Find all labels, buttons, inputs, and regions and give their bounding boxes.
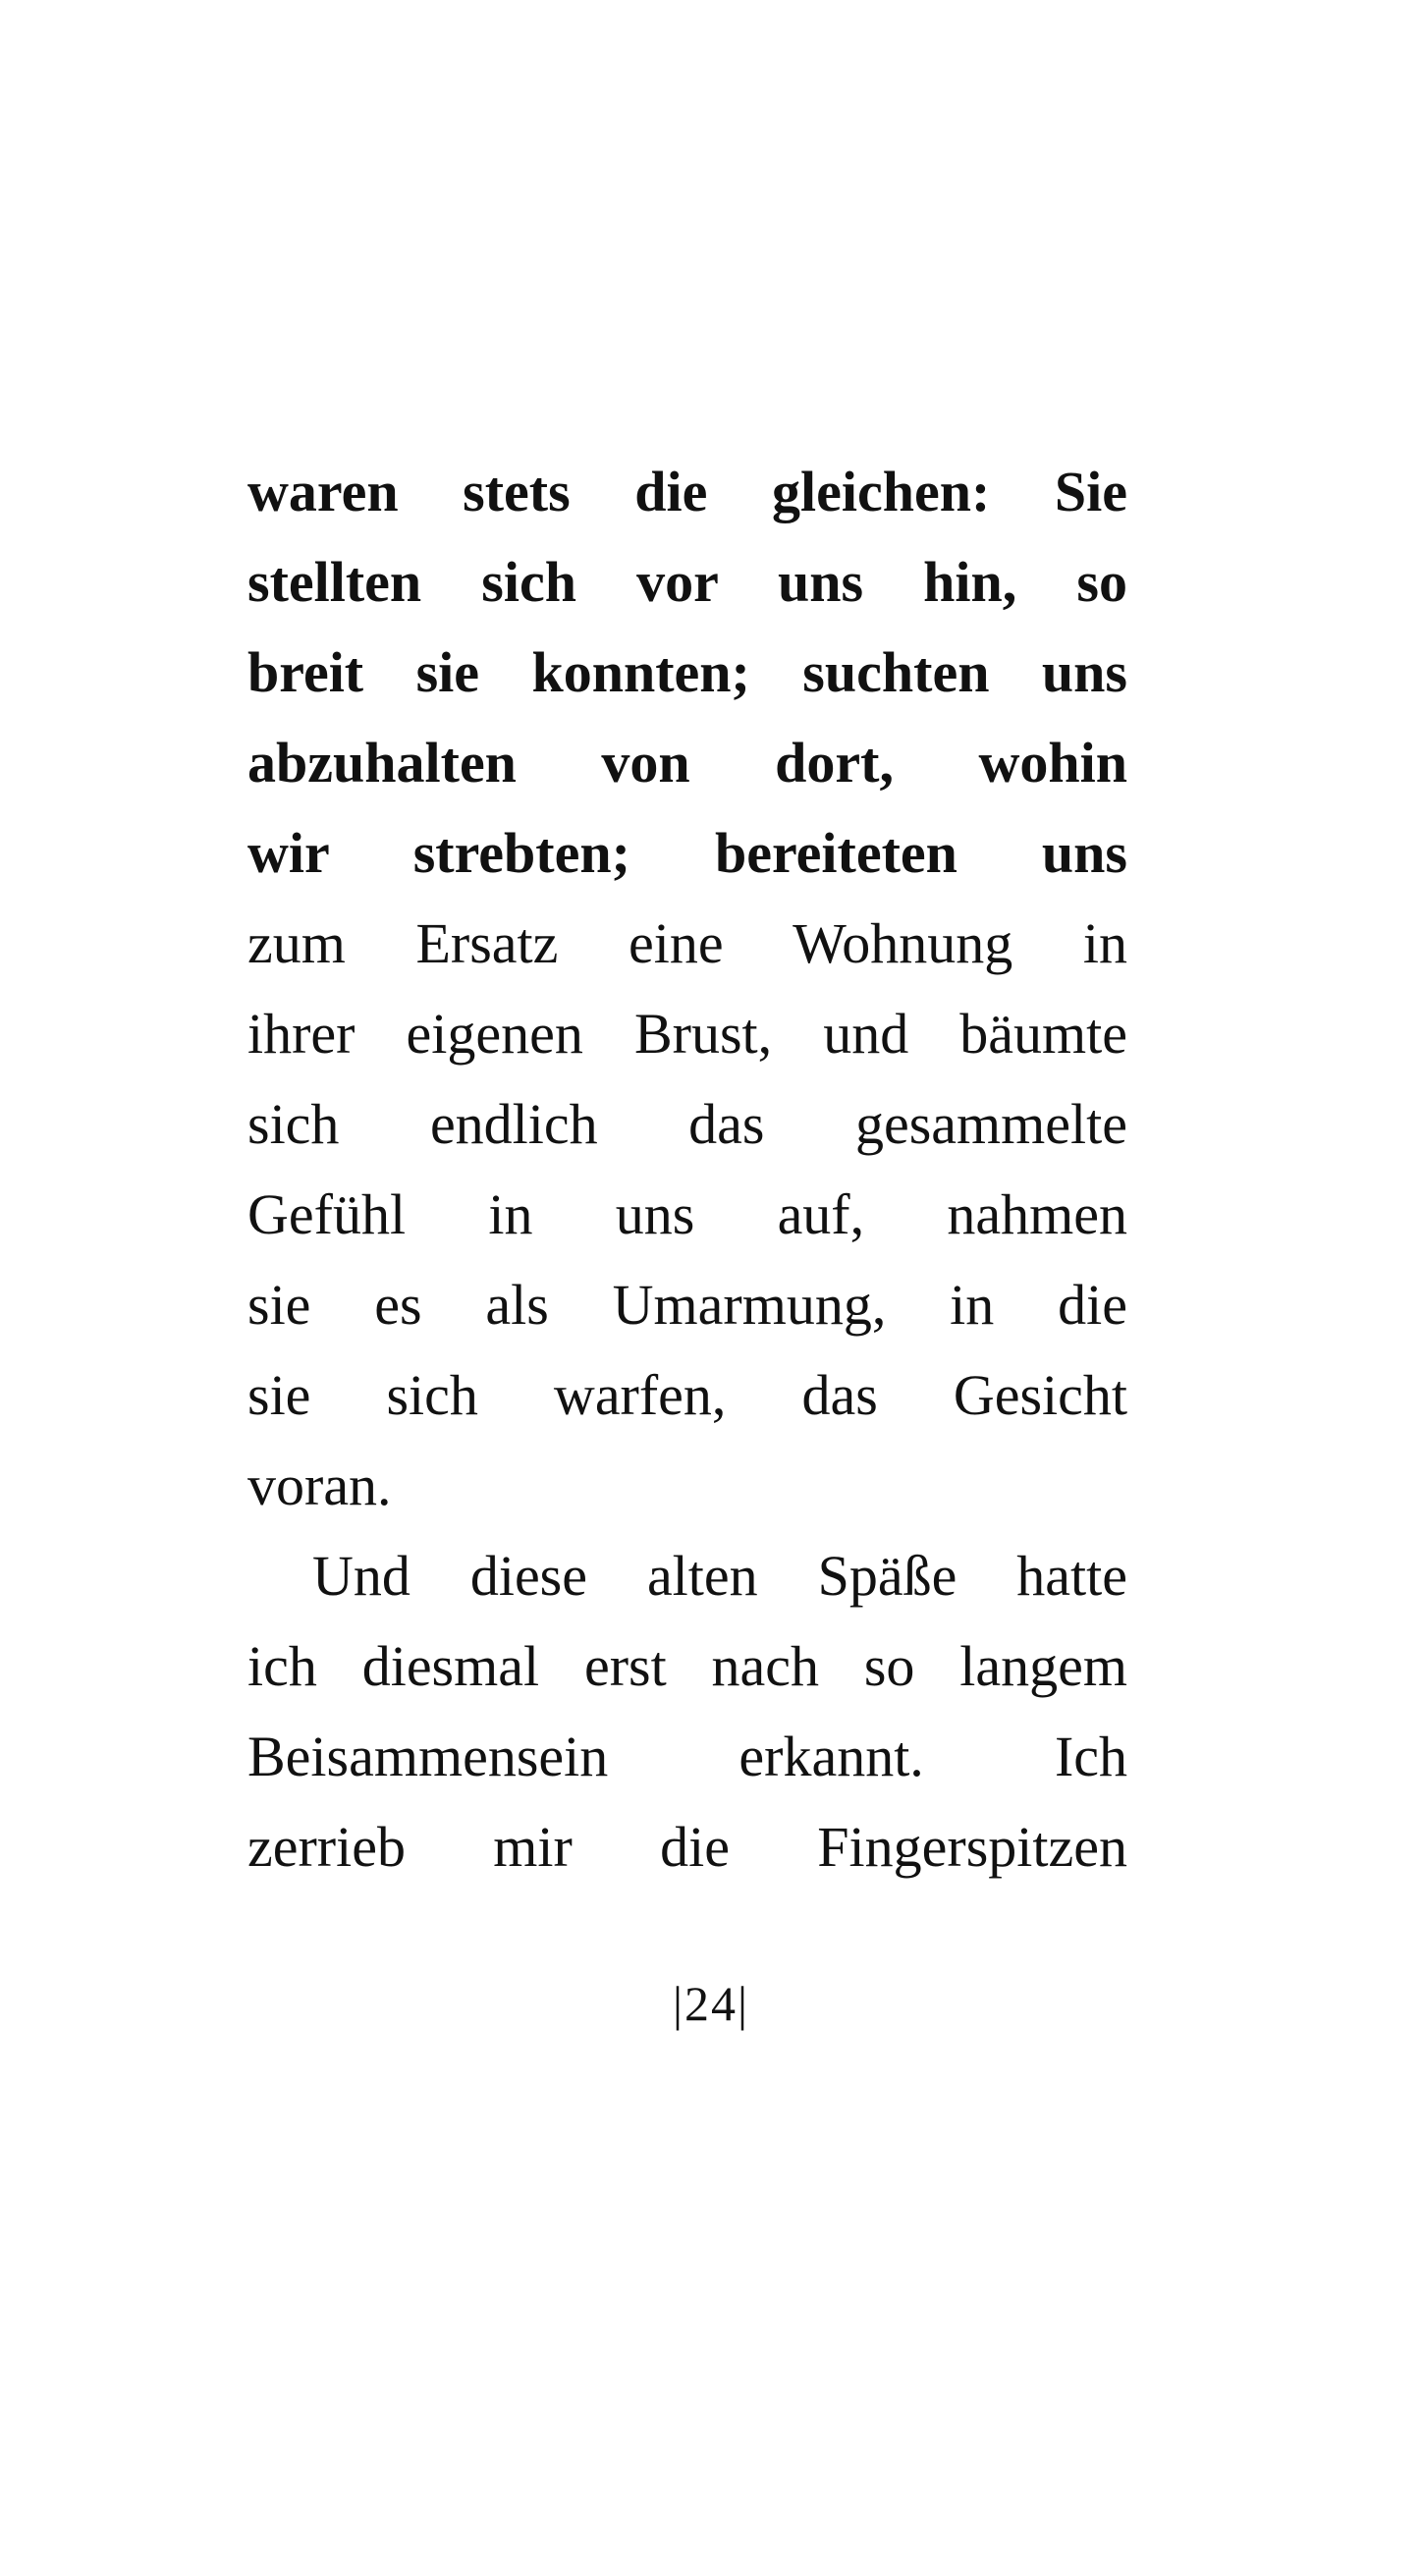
text-line: zerrieb mir die Fingerspitzen — [247, 1815, 1127, 1879]
text-line: sie es als Umarmung, in die — [247, 1273, 1127, 1337]
text-line: zum Ersatz eine Wohnung in — [247, 911, 1127, 975]
text-line: Beisammensein erkannt. Ich — [247, 1725, 1127, 1788]
text-line: voran. — [247, 1453, 392, 1517]
text-line: Gefühl in uns auf, nahmen — [247, 1182, 1127, 1246]
page-number: |24| — [672, 1976, 750, 2031]
text-line: waren stets die gleichen: Sie — [247, 460, 1127, 523]
text-line: Und diese alten Späße hatte — [312, 1544, 1127, 1608]
text-line: wir strebten; bereiteten uns — [247, 821, 1127, 885]
text-line: sie sich warfen, das Gesicht — [247, 1363, 1127, 1427]
text-line: sich endlich das gesammelte — [247, 1092, 1127, 1156]
text-line: stellten sich vor uns hin, so — [247, 550, 1127, 614]
text-line: ich diesmal erst nach so langem — [247, 1634, 1127, 1698]
text-line: abzuhalten von dort, wohin — [247, 731, 1127, 795]
text-line: breit sie konnten; suchten uns — [247, 640, 1127, 704]
text-line: ihrer eigenen Brust, und bäumte — [247, 1002, 1127, 1066]
